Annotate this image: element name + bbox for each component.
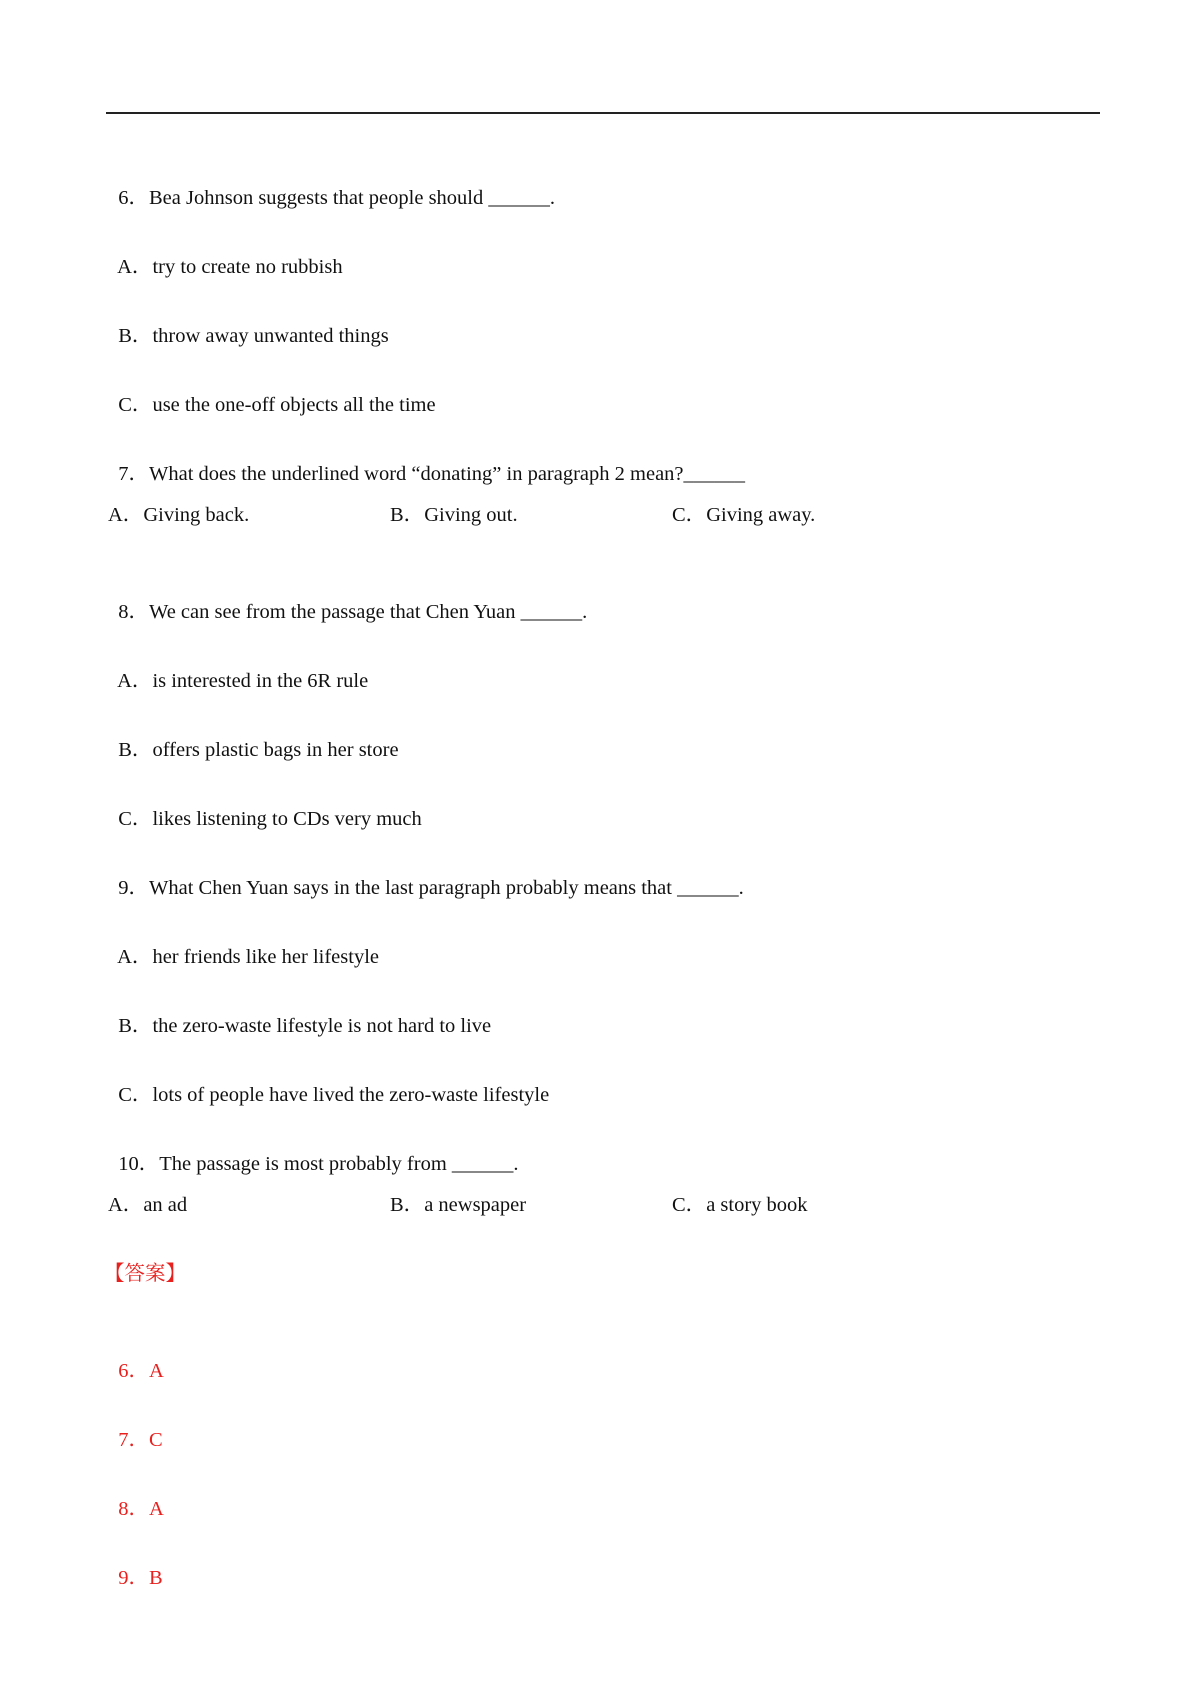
- option-text: use the one-off objects all the time: [152, 394, 436, 416]
- answer-8: [108, 1467, 164, 1523]
- question-text: Bea Johnson suggests that people should ______.: [149, 187, 555, 209]
- option-text: Giving out.: [424, 504, 518, 526]
- option-text: is interested in the 6R rule: [152, 670, 369, 692]
- answer-value: A: [149, 1498, 164, 1520]
- option-text: an ad: [143, 1194, 188, 1216]
- option-letter: C．: [118, 1084, 153, 1106]
- answer-7: [108, 1398, 163, 1454]
- option-letter: B．: [390, 1194, 425, 1216]
- option-letter: A．: [117, 946, 153, 968]
- answer-value: A: [149, 1360, 164, 1382]
- answer-number: 6．: [118, 1360, 149, 1382]
- answer-number: 7．: [118, 1429, 149, 1451]
- question-9-stem: [108, 846, 744, 902]
- option-letter: B．: [118, 739, 153, 761]
- option-letter: A．: [108, 504, 144, 526]
- question-8-option-c: [108, 777, 422, 833]
- question-10-option-b: [390, 1191, 526, 1219]
- question-8-option-b: [108, 708, 399, 764]
- question-text: The passage is most probably from ______.: [159, 1153, 519, 1175]
- header-rule: [106, 112, 1100, 114]
- option-letter: A．: [108, 1194, 144, 1216]
- question-8-stem: [108, 570, 587, 626]
- question-10-stem: [108, 1122, 519, 1178]
- question-6-option-b: [108, 294, 389, 350]
- option-letter: C．: [672, 504, 707, 526]
- option-text: Giving away.: [706, 504, 816, 526]
- option-text: the zero-waste lifestyle is not hard to live: [152, 1015, 492, 1037]
- question-text: We can see from the passage that Chen Yuan ______.: [149, 601, 588, 623]
- answer-number: 8．: [118, 1498, 149, 1520]
- option-letter: B．: [118, 325, 153, 347]
- answer-value: B: [149, 1567, 163, 1589]
- question-7-stem: [108, 432, 745, 488]
- question-7-option-a: [108, 501, 249, 529]
- question-number: 6．: [118, 187, 149, 209]
- question-10-option-c: [672, 1191, 808, 1219]
- answer-6: [108, 1329, 164, 1385]
- question-number: 9．: [118, 877, 149, 899]
- question-9-option-a: [108, 915, 379, 971]
- option-letter: C．: [118, 808, 153, 830]
- option-letter: B．: [390, 504, 425, 526]
- option-text: offers plastic bags in her store: [152, 739, 399, 761]
- answer-9: [108, 1536, 163, 1592]
- answer-heading: 【答案】: [104, 1263, 186, 1285]
- answer-value: C: [149, 1429, 163, 1451]
- question-8-option-a: [108, 639, 368, 695]
- option-letter: A．: [117, 256, 153, 278]
- question-text: What does the underlined word “donating” in paragraph 2 mean?______: [149, 463, 746, 485]
- option-text: Giving back.: [143, 504, 250, 526]
- question-9-option-c: [108, 1053, 549, 1109]
- question-10-option-a: [108, 1191, 187, 1219]
- option-text: throw away unwanted things: [152, 325, 389, 347]
- question-6-option-a: [108, 225, 343, 281]
- option-text: lots of people have lived the zero-waste lifestyle: [152, 1084, 550, 1106]
- question-9-option-b: [108, 984, 491, 1040]
- option-text: try to create no rubbish: [152, 256, 343, 278]
- question-7-option-b: [390, 501, 518, 529]
- question-number: 10．: [118, 1153, 160, 1175]
- option-letter: A．: [117, 670, 153, 692]
- question-number: 8．: [118, 601, 149, 623]
- option-text: likes listening to CDs very much: [152, 808, 422, 830]
- question-6-stem: [108, 156, 555, 212]
- question-number: 7．: [118, 463, 149, 485]
- option-text: a newspaper: [424, 1194, 527, 1216]
- option-text: a story book: [706, 1194, 808, 1216]
- option-letter: C．: [672, 1194, 707, 1216]
- option-letter: C．: [118, 394, 153, 416]
- answer-number: 9．: [118, 1567, 149, 1589]
- question-6-option-c: [108, 363, 436, 419]
- question-text: What Chen Yuan says in the last paragraph probably means that ______.: [149, 877, 744, 899]
- option-text: her friends like her lifestyle: [152, 946, 379, 968]
- option-letter: B．: [118, 1015, 153, 1037]
- question-7-option-c: [672, 501, 815, 529]
